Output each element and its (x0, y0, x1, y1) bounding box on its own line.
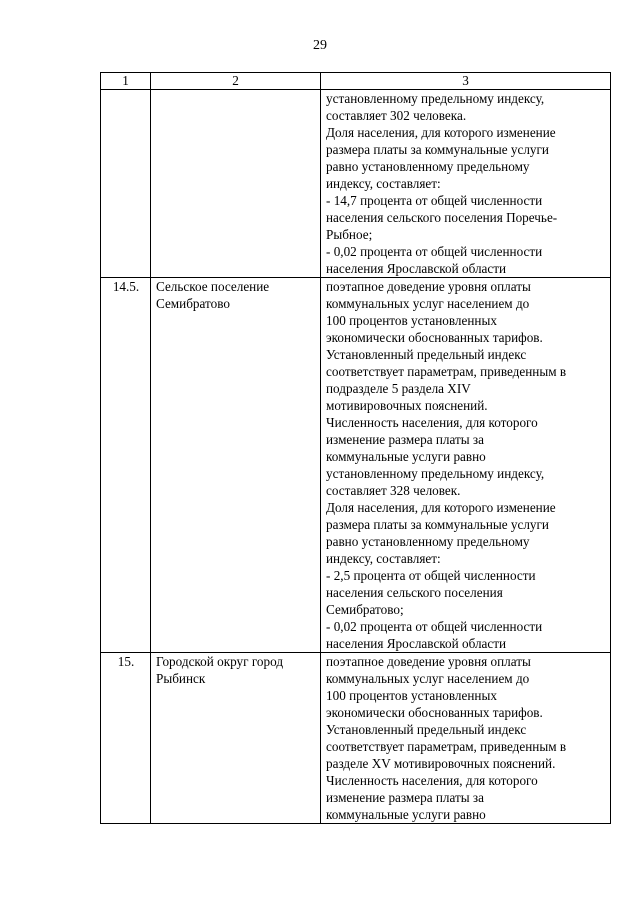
table-row (101, 653, 611, 824)
municipality-name-cell (151, 90, 321, 278)
description-cell (321, 90, 611, 278)
description-line: поэтапное доведение уровня оплаты (326, 654, 531, 669)
description-line: - 0,02 процента от общей численности (326, 619, 543, 634)
description-line: Рыбное; (326, 227, 373, 242)
description-line: коммунальные услуги равно (326, 807, 486, 822)
description-line: мотивировочных пояснений. (326, 398, 488, 413)
row-number-cell: 15. (101, 653, 151, 824)
description-line: Численность населения, для которого (326, 773, 538, 788)
description-line: коммунальные услуги равно (326, 449, 486, 464)
municipality-name-line: Сельское поселение (156, 279, 270, 294)
description-line: индексу, составляет: (326, 551, 441, 566)
description-line: равно установленному предельному (326, 159, 530, 174)
description-line: коммунальных услуг населением до (326, 671, 530, 686)
description-line: коммунальных услуг населением до (326, 296, 530, 311)
description-line: подразделе 5 раздела XIV (326, 381, 471, 396)
description-line: населения сельского поселения Поречье- (326, 210, 558, 225)
description-line: составляет 302 человека. (326, 108, 467, 123)
table-header-row (101, 73, 611, 90)
table-row (101, 90, 611, 278)
description-line: соответствует параметрам, приведенным в (326, 364, 567, 379)
description-line: индексу, составляет: (326, 176, 441, 191)
description-line: Численность населения, для которого (326, 415, 538, 430)
description-line: разделе XV мотивировочных пояснений. (326, 756, 556, 771)
municipality-name-line: Семибратово (156, 296, 230, 311)
municipality-name-line: Рыбинск (156, 671, 206, 686)
description-line: Установленный предельный индекс (326, 722, 527, 737)
description-line: 100 процентов установленных (326, 688, 497, 703)
table-body (101, 73, 611, 824)
description-line: равно установленному предельному (326, 534, 530, 549)
municipality-name-cell (151, 653, 321, 824)
description-line: размера платы за коммунальные услуги (326, 142, 549, 157)
description-line: - 14,7 процента от общей численности (326, 193, 543, 208)
description-line: соответствует параметрам, приведенным в (326, 739, 567, 754)
description-line: изменение размера платы за (326, 432, 484, 447)
description-cell (321, 278, 611, 653)
description-line: Доля населения, для которого изменение (326, 500, 556, 515)
column-header-2: 2 (151, 73, 321, 90)
municipality-name-cell (151, 278, 321, 653)
description-line: населения сельского поселения (326, 585, 503, 600)
description-line: поэтапное доведение уровня оплаты (326, 279, 531, 294)
description-line: - 2,5 процента от общей численности (326, 568, 536, 583)
document-table (100, 72, 611, 824)
description-line: экономически обоснованных тарифов. (326, 330, 543, 345)
table-row (101, 278, 611, 653)
column-header-1: 1 (101, 73, 151, 90)
description-line: Установленный предельный индекс (326, 347, 527, 362)
description-line: Доля населения, для которого изменение (326, 125, 556, 140)
description-line: экономически обоснованных тарифов. (326, 705, 543, 720)
description-line: - 0,02 процента от общей численности (326, 244, 543, 259)
row-number-cell: 14.5. (101, 278, 151, 653)
description-line: размера платы за коммунальные услуги (326, 517, 549, 532)
description-line: изменение размера платы за (326, 790, 484, 805)
description-line: населения Ярославской области (326, 636, 507, 651)
municipality-name-line: Городской округ город (156, 654, 284, 669)
page-number: 29 (313, 38, 327, 53)
description-cell (321, 653, 611, 824)
row-number-cell (101, 90, 151, 278)
description-line: составляет 328 человек. (326, 483, 461, 498)
description-line: Семибратово; (326, 602, 404, 617)
description-line: установленному предельному индексу, (326, 91, 545, 106)
column-header-3: 3 (321, 73, 611, 90)
description-line: установленному предельному индексу, (326, 466, 545, 481)
description-line: населения Ярославской области (326, 261, 507, 276)
description-line: 100 процентов установленных (326, 313, 497, 328)
